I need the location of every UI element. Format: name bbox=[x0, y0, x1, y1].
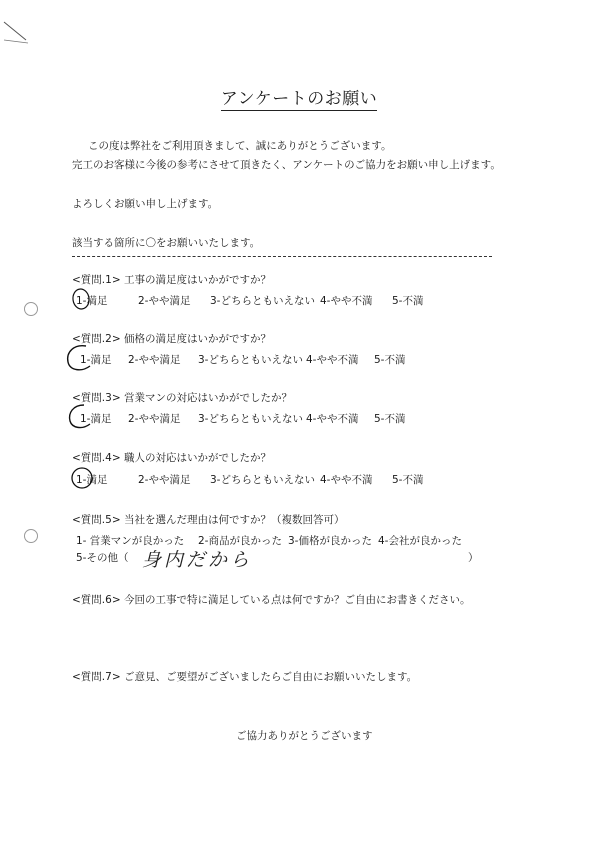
q2-answer-circle bbox=[68, 346, 90, 370]
q4-answer-circle bbox=[72, 468, 92, 488]
q5-option-1[interactable]: 1- 営業マンが良かった bbox=[76, 535, 185, 547]
question-5-label: <質問.5> 当社を選んだ理由は何ですか？（複数回答可） bbox=[72, 514, 345, 526]
question-3-label: <質問.3> 営業マンの対応はいかがでしたか？ bbox=[72, 392, 292, 404]
q5-other-handwritten-answer[interactable]: 身内だから bbox=[142, 549, 253, 571]
title-text: アンケートのお願い bbox=[220, 89, 378, 109]
q4-option-1[interactable]: 1-満足 bbox=[76, 474, 108, 486]
question-7-label: <質問.7> ご意見、ご要望がございましたらご自由にお願いいたします。 bbox=[72, 671, 418, 683]
intro-line-2: 完工のお客様に今後の参考にさせて頂きたく、アンケートのご協力をお願い申し上げます。 bbox=[72, 159, 501, 171]
question-6-label: <質問.6> 今回の工事で特に満足している点は何ですか？ご自由にお書きください。 bbox=[72, 594, 471, 606]
q3-option-1[interactable]: 1-満足 bbox=[80, 413, 112, 425]
q2-option-1[interactable]: 1-満足 bbox=[80, 354, 112, 366]
question-1-label: <質問.1> 工事の満足度はいかがですか？ bbox=[72, 274, 271, 286]
q2-option-3[interactable]: 3-どちらともいえない bbox=[198, 354, 303, 366]
footer-thanks: ご協力ありがとうございます bbox=[236, 730, 373, 742]
intro-line-4: 該当する箇所に〇をお願いいたします。 bbox=[72, 237, 261, 249]
corner-scan-mark bbox=[4, 22, 26, 40]
q1-option-2[interactable]: 2-やや満足 bbox=[138, 295, 191, 307]
q1-option-5[interactable]: 5-不満 bbox=[392, 295, 424, 307]
q1-answer-circle bbox=[72, 288, 91, 310]
q5-option-5-other[interactable]: 5-その他（ bbox=[76, 552, 129, 564]
q2-option-5[interactable]: 5-不満 bbox=[374, 354, 406, 366]
q1-option-1[interactable]: 1-満足 bbox=[76, 295, 108, 307]
q2-option-2[interactable]: 2-やや満足 bbox=[128, 354, 181, 366]
q5-option-4[interactable]: 4-会社が良かった bbox=[378, 535, 462, 547]
q5-option-2[interactable]: 2-商品が良かった bbox=[198, 535, 282, 547]
q3-option-2[interactable]: 2-やや満足 bbox=[128, 413, 181, 425]
q4-option-2[interactable]: 2-やや満足 bbox=[138, 474, 191, 486]
intro-line-1: この度は弊社をご利用頂きまして、誠にありがとうございます。 bbox=[88, 140, 392, 152]
q3-option-5[interactable]: 5-不満 bbox=[374, 413, 406, 425]
intro-line-3: よろしくお願い申し上げます。 bbox=[72, 198, 219, 210]
q2-option-4[interactable]: 4-やや不満 bbox=[306, 354, 359, 366]
q4-option-4[interactable]: 4-やや不満 bbox=[320, 474, 373, 486]
question-2-label: <質問.2> 価格の満足度はいかがですか？ bbox=[72, 333, 271, 345]
q3-option-3[interactable]: 3-どちらともいえない bbox=[198, 413, 303, 425]
q3-answer-circle bbox=[70, 405, 90, 428]
q1-option-4[interactable]: 4-やや不満 bbox=[320, 295, 373, 307]
corner-scan-mark-2 bbox=[4, 40, 28, 43]
question-4-label: <質問.4> 職人の対応はいかがでしたか？ bbox=[72, 452, 271, 464]
q4-option-5[interactable]: 5-不満 bbox=[392, 474, 424, 486]
q1-option-3[interactable]: 3-どちらともいえない bbox=[210, 295, 315, 307]
q3-option-4[interactable]: 4-やや不満 bbox=[306, 413, 359, 425]
q5-option-3[interactable]: 3-価格が良かった bbox=[288, 535, 372, 547]
q4-option-3[interactable]: 3-どちらともいえない bbox=[210, 474, 315, 486]
q5-other-close-paren: ） bbox=[468, 552, 479, 564]
